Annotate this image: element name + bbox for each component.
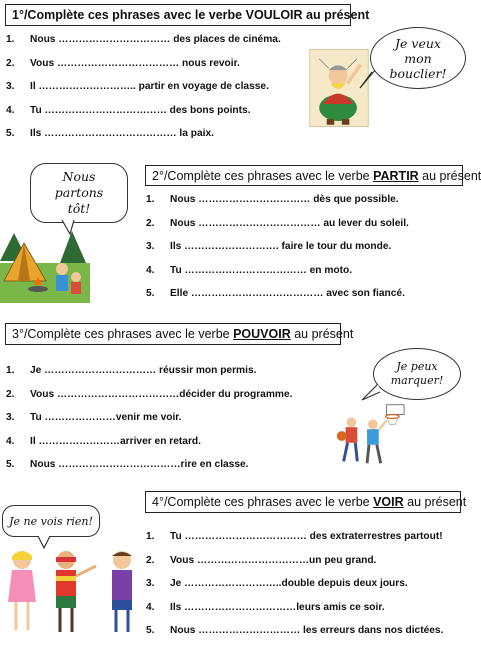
section-3-title: 3°/Complète ces phrases avec le verbe POUVOIR au présent [5, 323, 341, 345]
section-3-list [6, 364, 306, 482]
list-item: 3. Tu …………………venir me voir. [6, 412, 182, 423]
section-2-list [146, 193, 466, 311]
list-item: 2. Vous ……………………………un peu grand. [146, 554, 377, 566]
bubble-tail-3 [360, 382, 382, 402]
speech-bubble-4: Je ne vois rien! [2, 505, 100, 537]
list-item: 2. Vous ………………………………décider du programme. [6, 388, 293, 400]
list-item: 1. Nous …………………………… dès que possible. [146, 194, 399, 205]
list-item: 5. Nous ………………………… les erreurs dans nos dictées. [146, 625, 444, 636]
list-item: 1. Je …………………………… réussir mon permis. [6, 365, 257, 376]
list-item: 5. Nous ………………………………rire en classe. [6, 459, 249, 470]
list-item: 5. Ils ………………………………… la paix. [6, 128, 214, 139]
list-item: 2. Vous ……………………………… nous revoir. [6, 57, 240, 69]
section-1-list [6, 33, 306, 151]
list-item: 1. Nous …………………………… des places de cinéma. [6, 34, 281, 45]
children-illustration [0, 544, 140, 638]
speech-bubble-2: Nous partons tôt! [30, 163, 128, 223]
section-2-title: 2°/Complète ces phrases avec le verbe PARTIR au présent [145, 165, 463, 186]
speech-bubble-3: Je peux marquer! [373, 348, 461, 400]
speech-bubble-1: Je veux mon bouclier! [370, 27, 466, 89]
list-item: 4. Tu ……………………………… des bons points. [6, 104, 251, 116]
section-1-title: 1°/Complète ces phrases avec le verbe VOULOIR au présent [5, 4, 351, 26]
section-4-list [146, 530, 470, 648]
list-item: 4. Tu ……………………………… en moto. [146, 264, 353, 276]
camping-illustration [0, 222, 90, 304]
list-item: 3. Ils ………………………. faire le tour du monde. [146, 241, 392, 252]
list-item: 2. Nous ……………………………… au lever du soleil. [146, 217, 409, 229]
list-item: 1. Tu ……………………………… des extraterrestres partout! [146, 531, 443, 542]
section-4-title: 4°/Complète ces phrases avec le verbe VOIR au présent [145, 491, 461, 513]
list-item: 4. Il ……………………arriver en retard. [6, 435, 201, 447]
list-item: 3. Il ……………………….. partir en voyage de classe. [6, 81, 269, 92]
list-item: 3. Je ………………………..double depuis deux jours. [146, 578, 408, 589]
list-item: 5. Elle ………………………………… avec son fiancé. [146, 288, 405, 299]
basketball-illustration [330, 400, 408, 470]
list-item: 4. Ils ……………………………leurs amis ce soir. [146, 601, 385, 613]
